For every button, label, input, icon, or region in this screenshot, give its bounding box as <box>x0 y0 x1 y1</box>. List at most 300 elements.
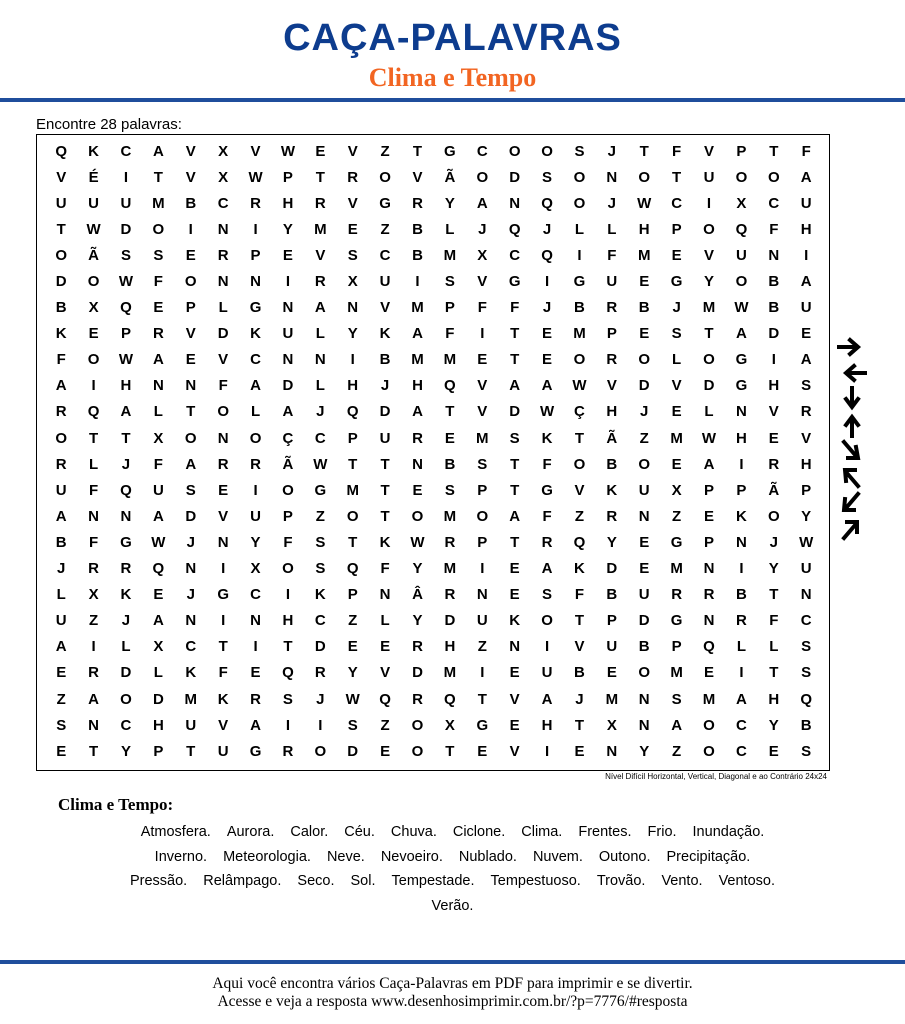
grid-letter: G <box>670 533 683 551</box>
grid-letter: A <box>735 325 747 343</box>
grid-letter: L <box>607 220 617 238</box>
grid-letter: T <box>153 168 163 186</box>
grid-letter: Q <box>120 299 132 317</box>
grid-letter: O <box>476 168 489 186</box>
grid-letter: G <box>444 142 456 160</box>
grid-letter: B <box>379 351 391 369</box>
grid-letter: E <box>671 246 682 264</box>
grid-letter: I <box>221 560 226 578</box>
grid-letter: U <box>476 612 488 630</box>
grid-letter: J <box>316 690 325 708</box>
grid-letter: J <box>607 194 616 212</box>
grid-letter: Z <box>477 638 487 656</box>
grid-letter: F <box>769 612 779 630</box>
grid-letter: C <box>768 194 780 212</box>
grid-letter: H <box>735 429 747 447</box>
grid-letter: A <box>800 273 812 291</box>
grid-letter: V <box>704 246 715 264</box>
grid-letter: H <box>444 638 456 656</box>
grid-letter: O <box>346 507 359 525</box>
grid-letter: Ã <box>88 246 99 264</box>
grid-letter: D <box>314 638 326 656</box>
grid-letter: N <box>379 586 391 604</box>
arrow-up-right-icon <box>836 516 868 542</box>
grid-letter: N <box>476 586 488 604</box>
grid-letter: T <box>510 325 520 343</box>
grid-letter: E <box>153 299 164 317</box>
grid-letter: S <box>671 690 682 708</box>
grid-letter: I <box>544 273 550 291</box>
grid-letter: N <box>185 560 197 578</box>
grid-letter: G <box>120 533 132 551</box>
grid-letter: E <box>56 742 67 760</box>
grid-letter: N <box>185 377 197 395</box>
grid-letter: X <box>477 246 488 264</box>
grid-letter: V <box>671 377 682 395</box>
grid-letter: X <box>218 142 229 160</box>
grid-letter: A <box>509 377 521 395</box>
grid-letter: G <box>670 612 683 630</box>
grid-letter: Q <box>282 664 294 682</box>
grid-letter: O <box>541 142 553 160</box>
grid-letter: Z <box>639 429 649 447</box>
grid-letter: O <box>767 168 780 186</box>
arrow-up-icon <box>836 412 868 438</box>
grid-letter: R <box>606 351 618 369</box>
grid-letter: Ç <box>574 403 585 421</box>
grid-letter: L <box>218 299 228 317</box>
grid-letter: O <box>87 273 100 291</box>
grid-letter: I <box>253 220 258 238</box>
grid-letter: I <box>91 638 96 656</box>
grid-letter: X <box>250 560 261 578</box>
grid-letter: R <box>88 560 99 578</box>
grid-letter: X <box>88 299 99 317</box>
grid-letter: H <box>120 377 132 395</box>
grid-letter: J <box>186 586 195 604</box>
grid-letter: Y <box>768 716 779 734</box>
grid-letter: J <box>575 690 584 708</box>
grid-letter: N <box>185 612 197 630</box>
word-item: Sol. <box>350 873 376 889</box>
grid-letter: G <box>217 586 229 604</box>
grid-letter: V <box>185 142 196 160</box>
grid-letter: N <box>88 716 99 734</box>
grid-letter: R <box>703 586 715 604</box>
grid-letter: N <box>768 246 780 264</box>
grid-letter: E <box>704 664 715 682</box>
grid-letter: R <box>120 560 132 578</box>
grid-letter: J <box>607 142 616 160</box>
grid-letter: F <box>574 586 585 604</box>
grid-letter: S <box>315 533 326 551</box>
grid-letter: P <box>671 220 682 238</box>
word-item: Tempestade. <box>391 873 475 889</box>
grid-letter: L <box>153 664 163 682</box>
grid-letter: W <box>734 299 749 317</box>
grid-letter: A <box>250 377 261 395</box>
grid-letter: M <box>346 481 359 499</box>
grid-letter: I <box>577 246 582 264</box>
grid-letter: F <box>283 533 293 551</box>
grid-letter: V <box>250 142 261 160</box>
grid-letter: P <box>477 533 488 551</box>
grid-letter: W <box>280 142 296 160</box>
grid-letter: I <box>739 560 744 578</box>
grid-letter: J <box>57 560 66 578</box>
grid-letter: S <box>120 246 131 264</box>
grid-letter: T <box>510 351 520 369</box>
grid-letter: L <box>315 377 325 395</box>
grid-letter: R <box>735 612 747 630</box>
grid-letter: Z <box>574 507 585 525</box>
grid-letter: Q <box>55 142 68 160</box>
grid-letter: E <box>153 586 164 604</box>
grid-letter: E <box>542 351 553 369</box>
arrow-right-icon <box>836 334 868 360</box>
grid-letter: T <box>445 742 455 760</box>
grid-letter: A <box>120 403 132 421</box>
grid-letter: E <box>380 638 391 656</box>
grid-letter: G <box>314 481 327 499</box>
grid-letter: K <box>185 664 197 682</box>
grid-letter: K <box>606 481 618 499</box>
grid-letter: O <box>411 507 424 525</box>
grid-letter: B <box>55 533 67 551</box>
grid-letter: X <box>606 716 617 734</box>
grid-letter: N <box>638 507 650 525</box>
grid-letter: C <box>379 246 391 264</box>
grid-letter: E <box>639 533 650 551</box>
grid-letter: A <box>55 377 67 395</box>
grid-letter: S <box>315 560 326 578</box>
grid-letter: T <box>380 455 390 473</box>
grid-letter: I <box>771 351 776 369</box>
grid-letter: H <box>282 612 294 630</box>
grid-letter: C <box>671 194 683 212</box>
grid-letter: S <box>347 246 358 264</box>
grid-letter: F <box>218 377 228 395</box>
grid-letter: O <box>703 220 715 238</box>
grid-letter: A <box>800 168 812 186</box>
word-list <box>40 820 865 918</box>
grid-letter: L <box>56 586 66 604</box>
grid-letter: A <box>671 716 683 734</box>
arrow-up-left-icon <box>836 464 868 490</box>
grid-letter: B <box>55 299 67 317</box>
grid-letter: L <box>672 351 682 369</box>
grid-letter: V <box>185 168 196 186</box>
grid-letter: N <box>638 690 650 708</box>
grid-letter: D <box>217 325 229 343</box>
grid-letter: S <box>801 664 812 682</box>
grid-letter: R <box>55 403 67 421</box>
grid-letter: T <box>769 586 779 604</box>
grid-letter: U <box>185 716 197 734</box>
grid-letter: I <box>706 194 712 212</box>
grid-letter: T <box>283 638 293 656</box>
grid-letter: T <box>89 429 99 447</box>
grid-letter: O <box>120 690 132 708</box>
grid-letter: F <box>380 560 390 578</box>
grid-letter: K <box>541 429 553 447</box>
grid-letter: K <box>88 142 99 160</box>
grid-letter: D <box>120 664 132 682</box>
grid-letter: J <box>186 533 195 551</box>
grid-letter: U <box>379 273 391 291</box>
grid-letter: P <box>185 299 196 317</box>
grid-letter: N <box>217 429 229 447</box>
word-item: Frio. <box>647 824 677 840</box>
grid-letter: C <box>735 742 747 760</box>
grid-letter: O <box>152 220 165 238</box>
grid-letter: T <box>574 716 585 734</box>
grid-letter: X <box>444 716 455 734</box>
grid-letter: O <box>217 403 229 421</box>
grid-letter: N <box>347 299 359 317</box>
grid-letter: W <box>86 220 101 238</box>
grid-letter: I <box>285 273 291 291</box>
page-title: CAÇA-PALAVRAS <box>283 17 622 59</box>
grid-letter: S <box>347 716 358 734</box>
grid-letter: U <box>638 481 650 499</box>
grid-letter: J <box>769 533 778 551</box>
grid-letter: I <box>544 638 550 656</box>
grid-letter: E <box>412 481 423 499</box>
grid-letter: O <box>314 742 327 760</box>
grid-letter: V <box>801 429 812 447</box>
grid-letter: E <box>639 325 650 343</box>
grid-letter: C <box>314 612 326 630</box>
grid-letter: T <box>769 664 779 682</box>
grid-letter: M <box>573 325 586 343</box>
grid-letter: F <box>218 664 228 682</box>
footer-line-2: Acesse e veja a resposta www.desenhosimprimir.com.br/?p=7776/#resposta <box>217 993 688 1010</box>
grid-letter: O <box>379 168 391 186</box>
grid-letter: W <box>248 168 263 186</box>
grid-letter: E <box>542 325 553 343</box>
grid-letter: X <box>218 168 229 186</box>
grid-letter: O <box>476 507 489 525</box>
grid-letter: Â <box>412 586 423 604</box>
direction-arrows <box>836 334 872 542</box>
grid-letter: O <box>55 429 68 447</box>
grid-letter: K <box>379 533 391 551</box>
grid-letter: O <box>282 560 294 578</box>
grid-letter: O <box>249 429 262 447</box>
grid-letter: M <box>605 690 619 708</box>
grid-letter: V <box>218 507 229 525</box>
grid-letter: E <box>347 638 358 656</box>
grid-letter: T <box>574 612 585 630</box>
grid-letter: R <box>606 299 618 317</box>
grid-letter: A <box>88 690 99 708</box>
grid-letter: B <box>735 586 747 604</box>
grid-letter: F <box>510 299 520 317</box>
grid-letter: M <box>670 664 683 682</box>
word-item: Inverno. <box>154 848 208 865</box>
grid-letter: P <box>801 481 812 499</box>
grid-letter: Q <box>444 690 456 708</box>
grid-letter: Z <box>380 220 390 238</box>
grid-letter: E <box>282 246 293 264</box>
grid-letter: U <box>152 481 164 499</box>
grid-letter: O <box>184 429 197 447</box>
grid-letter: V <box>768 403 779 421</box>
grid-letter: D <box>379 403 391 421</box>
grid-letter: S <box>153 246 164 264</box>
grid-letter: É <box>88 168 99 186</box>
grid-letter: P <box>704 481 715 499</box>
grid-letter: N <box>282 299 294 317</box>
grid-letter: C <box>120 716 132 734</box>
grid-letter: Ã <box>768 481 780 499</box>
grid-letter: Y <box>282 220 293 238</box>
bottom-divider <box>0 960 905 964</box>
grid-letter: N <box>606 742 618 760</box>
grid-letter: J <box>640 403 649 421</box>
grid-letter: I <box>318 716 323 734</box>
grid-letter: N <box>217 220 229 238</box>
grid-letter: Z <box>380 142 390 160</box>
grid-letter: V <box>412 168 423 186</box>
grid-letter: E <box>185 351 196 369</box>
grid-letter: C <box>476 142 488 160</box>
grid-letter: Q <box>379 690 391 708</box>
grid-letter: A <box>152 142 164 160</box>
grid-letter: R <box>250 455 261 473</box>
grid-letter: P <box>444 299 455 317</box>
grid-letter: I <box>188 220 193 238</box>
footer-line-1: Aqui você encontra vários Caça-Palavras em PDF para imprimir e se divertir. <box>212 975 693 992</box>
grid-letter: M <box>411 351 424 369</box>
grid-letter: Q <box>541 246 553 264</box>
grid-letter: K <box>509 612 521 630</box>
grid-letter: F <box>801 142 811 160</box>
grid-letter: V <box>574 638 585 656</box>
grid-letter: X <box>88 586 99 604</box>
grid-letter: D <box>703 377 715 395</box>
grid-letter: K <box>55 325 67 343</box>
grid-letter: P <box>606 612 617 630</box>
grid-letter: N <box>217 533 229 551</box>
grid-letter: N <box>88 507 99 525</box>
grid-letter: L <box>153 403 163 421</box>
word-item: Neve. <box>326 848 365 865</box>
grid-letter: A <box>55 507 67 525</box>
grid-letter: X <box>153 429 164 447</box>
grid-letter: T <box>348 455 358 473</box>
grid-letter: Ã <box>606 429 618 447</box>
grid-letter: E <box>88 325 99 343</box>
grid-letter: T <box>348 533 358 551</box>
word-item: Clima. <box>521 824 563 840</box>
grid-letter: S <box>801 377 812 395</box>
arrow-left-icon <box>836 360 868 386</box>
page-subtitle: Clima e Tempo <box>368 63 537 92</box>
grid-letter: L <box>315 325 325 343</box>
grid-letter: J <box>672 299 681 317</box>
grid-letter: M <box>443 351 457 369</box>
grid-letter: M <box>152 194 165 212</box>
grid-letter: H <box>541 716 553 734</box>
word-item: Tempestuoso. <box>490 873 581 889</box>
word-item: Outono. <box>598 848 651 865</box>
grid-letter: N <box>412 455 423 473</box>
grid-letter: A <box>541 690 553 708</box>
grid-letter: C <box>314 429 326 447</box>
grid-letter: V <box>185 325 196 343</box>
grid-letter: P <box>282 168 293 186</box>
grid-letter: O <box>411 716 424 734</box>
letter-grid <box>37 135 822 764</box>
grid-letter: G <box>379 194 391 212</box>
grid-letter: E <box>801 325 812 343</box>
grid-letter: S <box>574 142 585 160</box>
grid-letter: O <box>703 351 715 369</box>
grid-letter: L <box>769 638 779 656</box>
grid-letter: P <box>250 246 261 264</box>
grid-letter: E <box>444 429 455 447</box>
grid-letter: A <box>314 299 326 317</box>
grid-letter: B <box>606 455 618 473</box>
grid-letter: D <box>120 220 132 238</box>
grid-letter: T <box>769 142 779 160</box>
grid-letter: Q <box>120 481 132 499</box>
word-item: Inundação. <box>692 824 765 840</box>
grid-letter: M <box>411 299 424 317</box>
grid-letter: F <box>153 273 163 291</box>
grid-letter: A <box>152 507 164 525</box>
grid-letter: F <box>542 507 552 525</box>
grid-letter: P <box>477 481 488 499</box>
grid-letter: U <box>800 194 812 212</box>
grid-letter: M <box>443 560 457 578</box>
grid-letter: W <box>539 403 555 421</box>
grid-letter: Q <box>152 560 165 578</box>
grid-letter: M <box>670 429 683 447</box>
grid-letter: W <box>572 377 587 395</box>
word-item: Relâmpago. <box>203 873 282 889</box>
grid-letter: E <box>250 664 261 682</box>
grid-letter: T <box>186 403 196 421</box>
grid-letter: Q <box>87 403 100 421</box>
grid-letter: Z <box>672 507 682 525</box>
grid-letter: H <box>412 377 423 395</box>
grid-letter: W <box>410 533 425 551</box>
grid-letter: E <box>671 455 682 473</box>
top-divider <box>0 98 905 102</box>
grid-letter: Y <box>639 742 650 760</box>
grid-letter: E <box>639 273 650 291</box>
grid-letter: U <box>800 560 812 578</box>
grid-letter: N <box>735 533 747 551</box>
grid-letter: G <box>249 299 262 317</box>
grid-letter: T <box>704 325 714 343</box>
grid-letter: P <box>606 325 617 343</box>
grid-letter: D <box>152 690 164 708</box>
grid-letter: T <box>510 533 520 551</box>
grid-letter: N <box>509 194 521 212</box>
grid-letter: R <box>444 533 456 551</box>
word-item: Seco. <box>297 873 335 889</box>
word-item: Atmosfera. <box>140 824 211 840</box>
grid-letter: O <box>573 168 586 186</box>
grid-letter: H <box>800 220 812 238</box>
grid-letter: V <box>347 194 358 212</box>
word-item: Precipitação. <box>666 848 751 865</box>
grid-letter: O <box>55 246 68 264</box>
